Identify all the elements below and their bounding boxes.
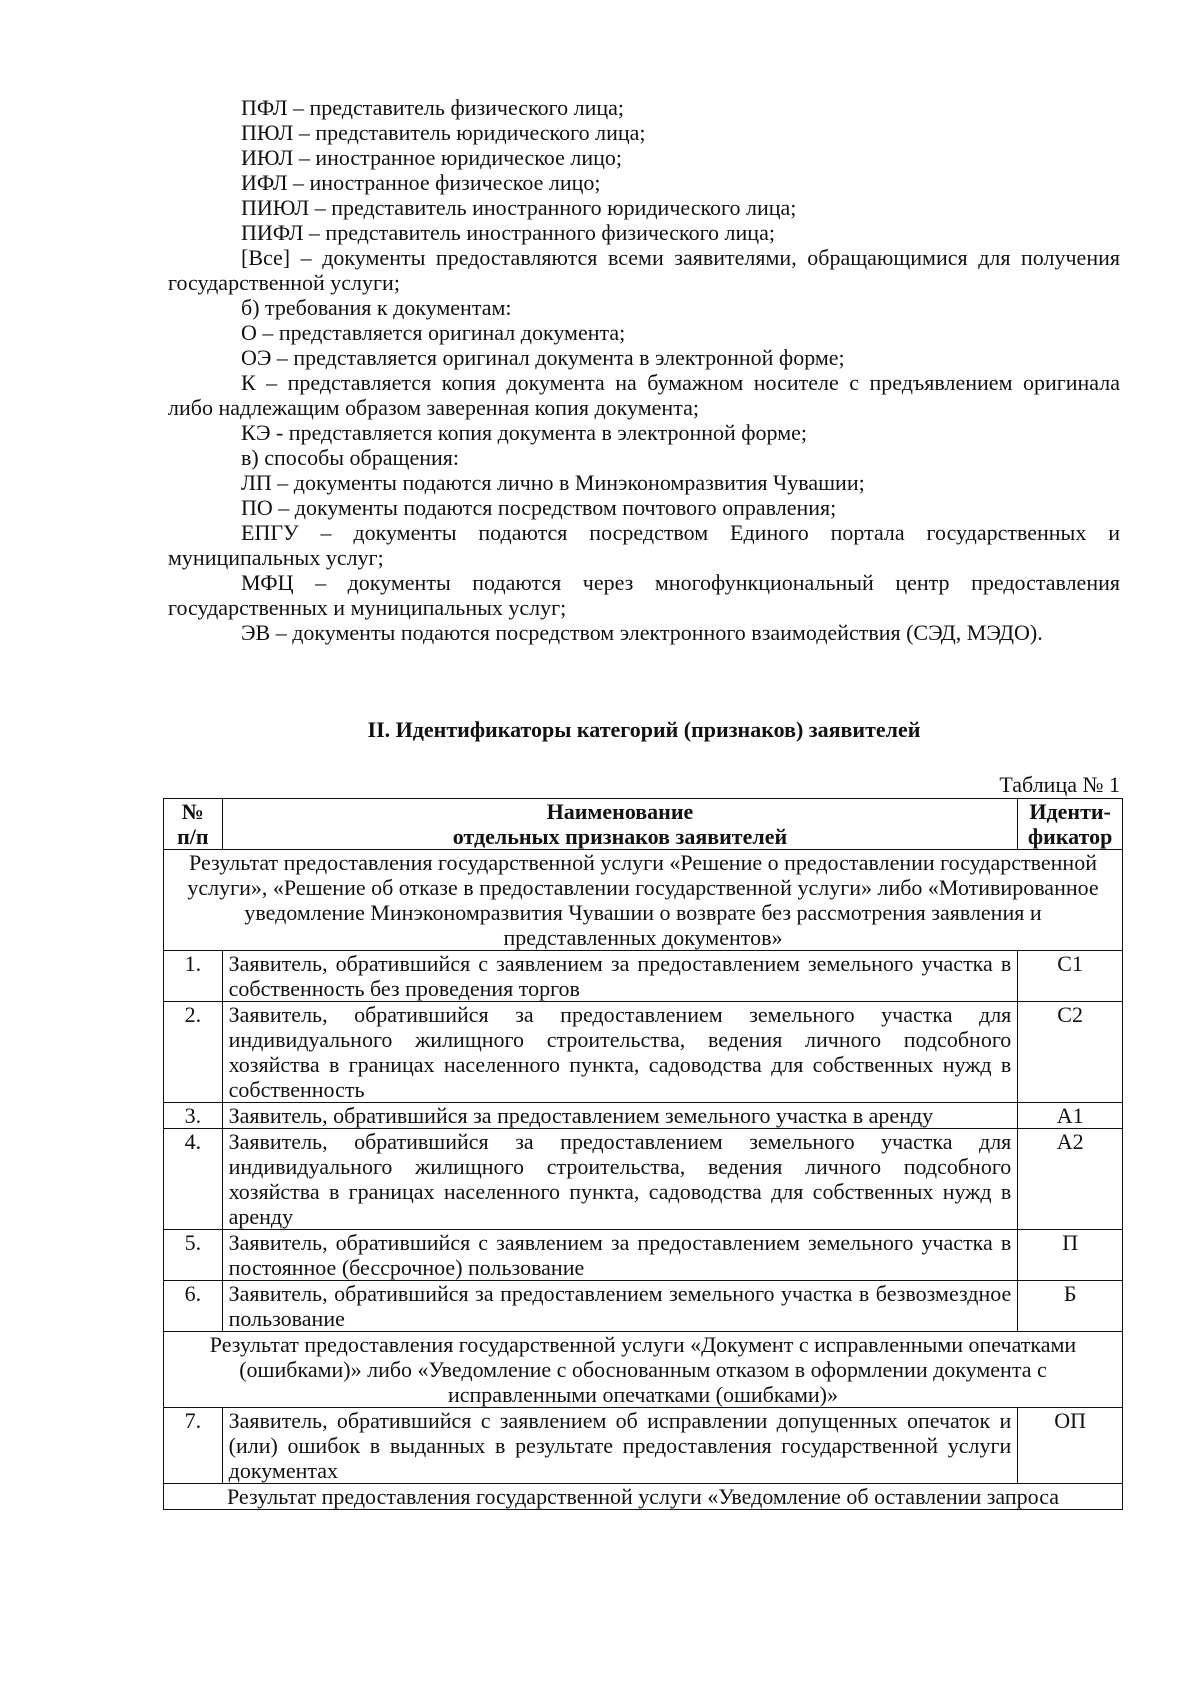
- row-name: Заявитель, обратившийся за предоставлением земельного участка для индивидуального жилищного строительства, ведения личного подсобного хозяйства в границах населенного пункта, садоводства для собственных нужд в аренду: [222, 1129, 1018, 1230]
- group-title-cut: Результат предоставления государственной услуги «Уведомление об оставлении запроса: [164, 1484, 1123, 1510]
- text-line: ЛП – документы подаются лично в Минэкономразвития Чувашии;: [241, 470, 865, 495]
- row-identifier: А1: [1018, 1103, 1123, 1129]
- row-identifier: П: [1018, 1230, 1123, 1281]
- table-header-row: [164, 799, 1123, 850]
- row-number: 2.: [164, 1002, 223, 1103]
- row-identifier: А2: [1018, 1129, 1123, 1230]
- row-number: 5.: [164, 1230, 223, 1281]
- text-line: ИЮЛ – иностранное юридическое лицо;: [241, 145, 622, 170]
- header-name: [222, 799, 1018, 850]
- row-name: Заявитель, обратившийся за предоставлением земельного участка в аренду: [222, 1103, 1018, 1129]
- header-identifier: [1018, 799, 1123, 850]
- text-line: ИФЛ – иностранное физическое лицо;: [241, 170, 601, 195]
- text-line: ПИЮЛ – представитель иностранного юридического лица;: [241, 195, 797, 220]
- group-row: [164, 1484, 1123, 1510]
- table-row: [164, 1230, 1123, 1281]
- text-line: ЭВ – документы подаются посредством электронного взаимодействия (СЭД, МЭДО).: [241, 620, 1043, 645]
- header-number: [164, 799, 223, 850]
- table-caption: Таблица № 1: [999, 772, 1120, 797]
- row-number: 6.: [164, 1281, 223, 1332]
- header-number-line1: №: [181, 799, 204, 824]
- row-identifier: С2: [1018, 1002, 1123, 1103]
- header-name-line2: отдельных признаков заявителей: [452, 824, 788, 849]
- group-row: [164, 1332, 1123, 1408]
- row-name: Заявитель, обратившийся с заявлением об исправлении допущенных опечаток и (или) ошибок в выданных в результате предоставления государственной услуги документах: [222, 1408, 1018, 1484]
- header-number-line2: п/п: [177, 824, 209, 849]
- table-row: [164, 1129, 1123, 1230]
- header-name-line1: Наименование: [546, 799, 694, 824]
- table-row: [164, 1408, 1123, 1484]
- row-identifier: Б: [1018, 1281, 1123, 1332]
- row-name: Заявитель, обратившийся за предоставлением земельного участка в безвозмездное пользование: [222, 1281, 1018, 1332]
- text-line: ЕПГУ – документы подаются посредством Единого портала государственных и муниципальных услуг;: [168, 520, 1120, 570]
- header-identifier-line2: фикатор: [1027, 824, 1113, 849]
- text-line: МФЦ – документы подаются через многофункциональный центр предоставления государственных и муниципальных услуг;: [168, 570, 1120, 620]
- text-line: б) требования к документам:: [241, 295, 512, 320]
- text-line: ПИФЛ – представитель иностранного физического лица;: [241, 220, 775, 245]
- table-row: [164, 1002, 1123, 1103]
- text-line: К – представляется копия документа на бумажном носителе с предъявлением оригинала либо надлежащим образом заверенная копия документа;: [168, 370, 1120, 420]
- group-row: [164, 850, 1123, 951]
- intro-text: [168, 95, 1120, 645]
- row-identifier: С1: [1018, 951, 1123, 1002]
- table-row: [164, 951, 1123, 1002]
- text-line: О – представляется оригинал документа;: [241, 320, 626, 345]
- row-identifier: ОП: [1018, 1408, 1123, 1484]
- row-number: 7.: [164, 1408, 223, 1484]
- text-line: ПФЛ – представитель физического лица;: [241, 95, 625, 120]
- text-line: [Все] – документы предоставляются всеми заявителями, обращающимися для получения государственной услуги;: [168, 245, 1120, 295]
- text-line: КЭ - представляется копия документа в электронной форме;: [241, 420, 807, 445]
- group-title: Результат предоставления государственной услуги «Документ с исправленными опечатками (ошибками)» либо «Уведомление с обоснованным отказом в оформлении документа с исправленными опечатками (ошибками)»: [164, 1332, 1123, 1408]
- row-number: 3.: [164, 1103, 223, 1129]
- text-line: в) способы обращения:: [241, 445, 459, 470]
- row-name: Заявитель, обратившийся за предоставлением земельного участка для индивидуального жилищного строительства, ведения личного подсобного хозяйства в границах населенного пункта, садоводства для собственных нужд в собственность: [222, 1002, 1018, 1103]
- row-name: Заявитель, обратившийся с заявлением за предоставлением земельного участка в собственность без проведения торгов: [222, 951, 1018, 1002]
- table-row: [164, 1281, 1123, 1332]
- group-title: Результат предоставления государственной услуги «Решение о предоставлении государственной услуги», «Решение об отказе в предоставлении государственной услуги» либо «Мотивированное уведомление Минэкономразвития Чувашии о возврате без рассмотрения заявления и представленных документов»: [164, 850, 1123, 951]
- applicant-categories-table: [163, 798, 1123, 1510]
- header-identifier-line1: Иденти-: [1029, 799, 1111, 824]
- text-line: ПЮЛ – представитель юридического лица;: [241, 120, 646, 145]
- table-row: [164, 1103, 1123, 1129]
- text-line: ПО – документы подаются посредством почтового оправления;: [241, 495, 837, 520]
- row-name: Заявитель, обратившийся с заявлением за предоставлением земельного участка в постоянное (бессрочное) пользование: [222, 1230, 1018, 1281]
- text-line: ОЭ – представляется оригинал документа в электронной форме;: [241, 345, 845, 370]
- row-number: 4.: [164, 1129, 223, 1230]
- row-number: 1.: [164, 951, 223, 1002]
- section-title: II. Идентификаторы категорий (признаков) заявителей: [367, 717, 921, 742]
